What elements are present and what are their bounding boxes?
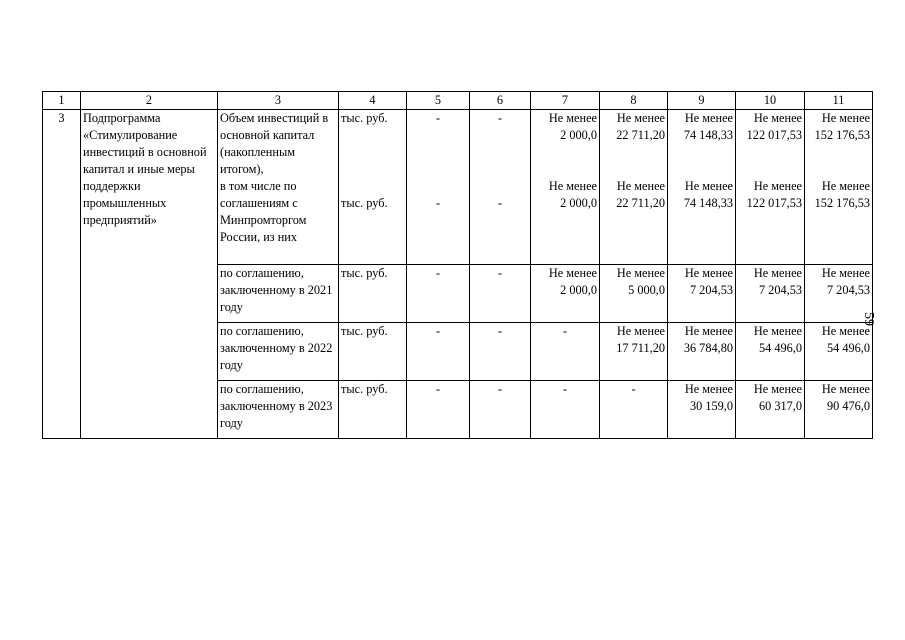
header-cell: 7 [531,92,600,110]
value-cell: - [470,323,531,381]
value-cell: Не менее 22 711,20 Не менее 22 711,20 [600,110,668,265]
value-cell: - [531,381,600,439]
value-cell: - - [470,110,531,265]
value-cell: Не менее 17 711,20 [600,323,668,381]
unit-cell: тыс. руб. [339,381,407,439]
value-cell: - [407,265,470,323]
unit-cell: тыс. руб. [339,265,407,323]
value-cell: Не менее 60 317,0 [736,381,805,439]
header-cell: 8 [600,92,668,110]
header-cell: 9 [668,92,736,110]
unit-cell: тыс. руб. тыс. руб. [339,110,407,265]
program-name: Подпрограмма «Стимулирование инвестиций в основной капитал и иные меры поддержки промышленных предприятий» [81,110,218,439]
value-cell: Не менее 7 204,53 [668,265,736,323]
value-cell: - [470,265,531,323]
value-cell: Не менее 90 476,0 [805,381,873,439]
value-cell: - [600,381,668,439]
value-cell: Не менее 122 017,53 Не менее 122 017,53 [736,110,805,265]
unit-cell: тыс. руб. [339,323,407,381]
value-cell: Не менее 74 148,33 Не менее 74 148,33 [668,110,736,265]
indicator-cell: по соглашению, заключенному в 2021 году [218,265,339,323]
value-cell: Не менее 5 000,0 [600,265,668,323]
table-row [43,110,873,265]
header-cell: 6 [470,92,531,110]
value-cell: Не менее 54 496,0 [736,323,805,381]
value-cell: - - [407,110,470,265]
indicator-main: Объем инвестиций в основной капитал (накопленным итогом), [220,111,329,176]
header-row [43,92,873,110]
indicator-agreements: в том числе по соглашениям с Минпромторгом России, из них [220,179,307,244]
value-cell: - [407,381,470,439]
header-cell: 5 [407,92,470,110]
value-cell: Не менее 7 204,53 [805,265,873,323]
value-cell: Не менее 152 176,53 Не менее 152 176,53 [805,110,873,265]
value-cell: Не менее 36 784,80 [668,323,736,381]
page-number: 59 [861,312,876,326]
value-cell: Не менее 2 000,0 Не менее 2 000,0 [531,110,600,265]
header-cell: 11 [805,92,873,110]
value-cell: Не менее 2 000,0 [531,265,600,323]
value-cell: Не менее 30 159,0 [668,381,736,439]
indicator-cell: по соглашению, заключенному в 2022 году [218,323,339,381]
indicators-table [42,91,873,439]
value-cell: - [470,381,531,439]
row-number: 3 [43,110,81,439]
value-cell: Не менее 7 204,53 [736,265,805,323]
value-cell: - [407,323,470,381]
header-cell: 1 [43,92,81,110]
value-cell: Не менее 54 496,0 [805,323,873,381]
header-cell: 4 [339,92,407,110]
header-cell: 10 [736,92,805,110]
value-cell: - [531,323,600,381]
indicator-cell: по соглашению, заключенному в 2023 году [218,381,339,439]
header-cell: 2 [81,92,218,110]
indicator-cell [218,110,339,265]
header-cell: 3 [218,92,339,110]
